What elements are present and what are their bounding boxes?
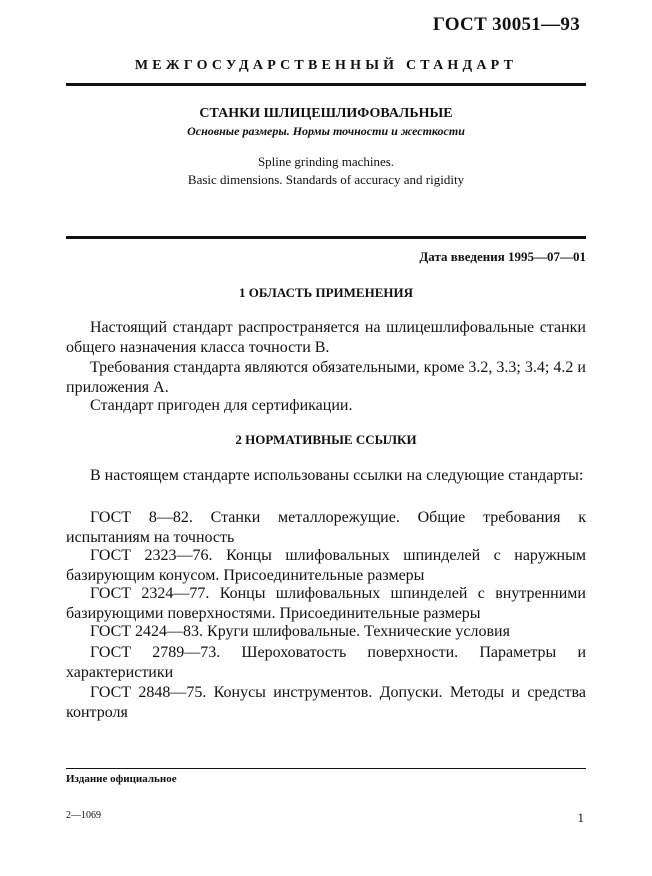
paragraph-text: Стандарт пригоден для сертификации. xyxy=(90,397,353,414)
reference-item xyxy=(66,622,586,642)
subtitle-russian: Основные размеры. Нормы точности и жесткости xyxy=(187,124,465,138)
paragraph-text: ГОСТ 2848—75. Конусы инструментов. Допуски. Методы и средства контроля xyxy=(66,684,586,721)
print-code: 2—1069 xyxy=(66,810,101,821)
section-1-paragraph-2 xyxy=(66,358,586,398)
section-heading-references: 2 НОРМАТИВНЫЕ ССЫЛКИ xyxy=(235,432,417,447)
paragraph-text: Требования стандарта являются обязательными, кроме 3.2, 3.3; 3.4; 4.2 и приложения А. xyxy=(66,359,586,396)
standard-category: МЕЖГОСУДАРСТВЕННЫЙ СТАНДАРТ xyxy=(134,58,518,73)
title-english: Spline grinding machines. xyxy=(257,154,395,169)
section-1-paragraph-3 xyxy=(66,396,586,416)
subtitle-english: Basic dimensions. Standards of accuracy and rigidity xyxy=(187,172,465,187)
paragraph-text: ГОСТ 2323—76. Концы шлифовальных шпинделей с наружным базирующим конусом. Присоединительные размеры xyxy=(66,547,586,584)
title-russian: СТАНКИ ШЛИЦЕШЛИФОВАЛЬНЫЕ xyxy=(199,106,453,121)
section-heading-scope: 1 ОБЛАСТЬ ПРИМЕНЕНИЯ xyxy=(239,285,413,300)
reference-item xyxy=(66,508,586,548)
footer-rule xyxy=(66,768,586,769)
paragraph-text: ГОСТ 2324—77. Концы шлифовальных шпинделей с внутренними базирующими поверхностями. Присоединительные размеры xyxy=(66,585,586,622)
paragraph-text: ГОСТ 2424—83. Круги шлифовальные. Технические условия xyxy=(90,623,510,640)
paragraph-text: Настоящий стандарт распространяется на шлицешлифовальные станки общего назначения класса точности В. xyxy=(66,319,586,356)
paragraph-text: В настоящем стандарте использованы ссылки на следующие стандарты: xyxy=(90,467,584,484)
paragraph-text: ГОСТ 2789—73. Шероховатость поверхности. Параметры и характеристики xyxy=(66,644,586,681)
title-rule xyxy=(66,236,586,239)
references-intro xyxy=(66,466,586,486)
paragraph-text: ГОСТ 8—82. Станки металлорежущие. Общие требования к испытаниям на точность xyxy=(66,509,586,546)
reference-item xyxy=(66,683,586,723)
official-edition-label: Издание официальное xyxy=(66,773,177,785)
document-number: ГОСТ 30051—93 xyxy=(432,14,580,35)
header-rule xyxy=(66,83,586,86)
reference-item xyxy=(66,584,586,624)
reference-item xyxy=(66,546,586,586)
page-number: 1 xyxy=(577,810,584,825)
introduction-date: Дата введения 1995—07—01 xyxy=(419,249,586,264)
section-1-paragraph-1 xyxy=(66,318,586,358)
reference-item xyxy=(66,643,586,683)
